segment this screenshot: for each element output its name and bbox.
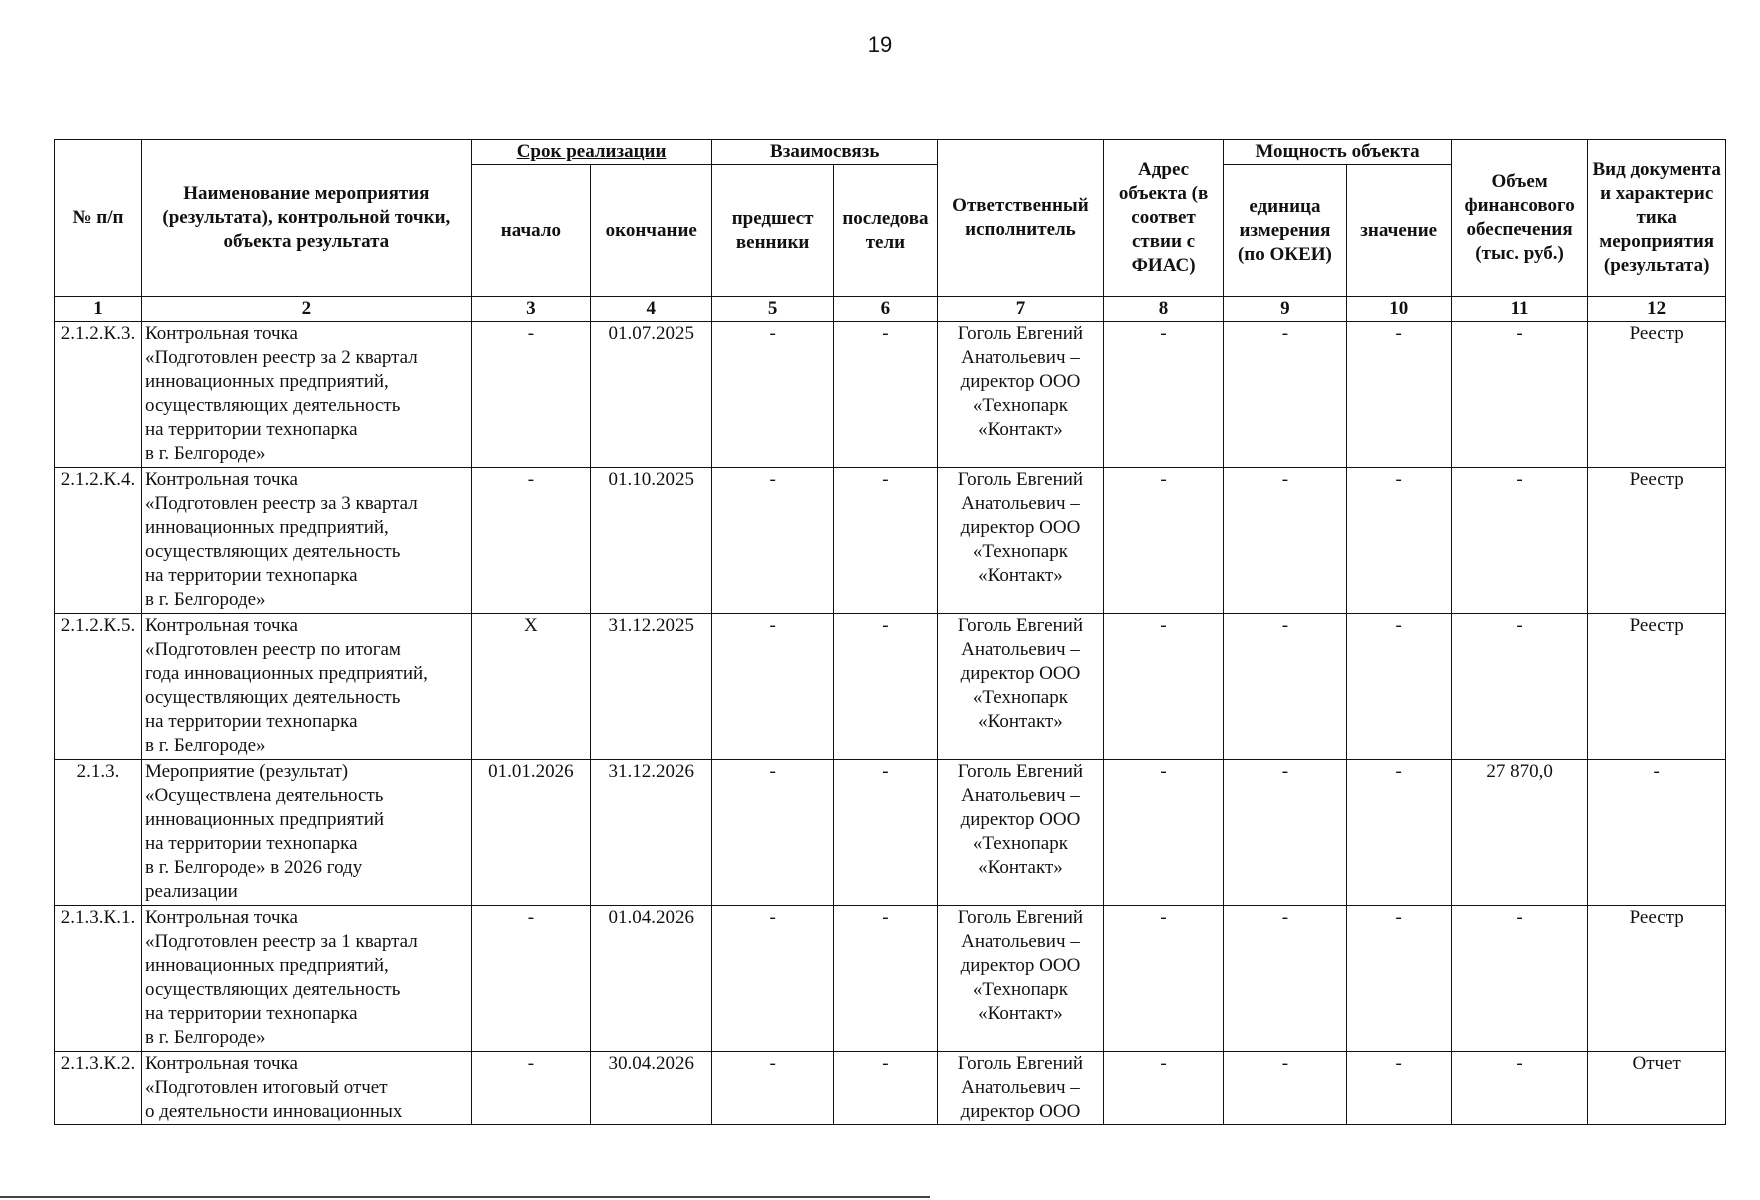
row-value: -	[1346, 760, 1451, 906]
row-num: 2.1.3.К.1.	[55, 906, 142, 1052]
row-address: -	[1103, 1052, 1223, 1125]
header-address: Адрес объекта (в соответ ствии с ФИАС)	[1103, 140, 1223, 297]
column-number: 1	[55, 297, 142, 322]
column-number: 5	[712, 297, 833, 322]
table-row	[55, 1052, 1726, 1125]
row-predecessors: -	[712, 614, 833, 760]
column-number: 10	[1346, 297, 1451, 322]
column-number-row	[55, 297, 1726, 322]
row-start: -	[471, 1052, 590, 1125]
row-address: -	[1103, 614, 1223, 760]
row-document: Реестр	[1588, 614, 1726, 760]
row-successors: -	[833, 468, 937, 614]
header-name: Наименование мероприятия (результата), контрольной точки, объекта результата	[141, 140, 471, 297]
row-finance: -	[1451, 1052, 1588, 1125]
column-number: 3	[471, 297, 590, 322]
row-address: -	[1103, 906, 1223, 1052]
header-link-group: Взаимосвязь	[712, 140, 938, 165]
header-document: Вид документа и характерис тика мероприятия (результата)	[1588, 140, 1726, 297]
row-unit: -	[1224, 614, 1346, 760]
row-successors: -	[833, 1052, 937, 1125]
row-finance: -	[1451, 322, 1588, 468]
header-finance: Объем финансового обеспечения (тыс. руб.)	[1451, 140, 1588, 297]
row-num: 2.1.3.	[55, 760, 142, 906]
table-row	[55, 760, 1726, 906]
row-address: -	[1103, 322, 1223, 468]
row-value: -	[1346, 1052, 1451, 1125]
row-end: 01.10.2025	[591, 468, 712, 614]
row-end: 30.04.2026	[591, 1052, 712, 1125]
row-successors: -	[833, 760, 937, 906]
row-predecessors: -	[712, 760, 833, 906]
table-row	[55, 322, 1726, 468]
row-successors: -	[833, 614, 937, 760]
header-responsible: Ответственный исполнитель	[938, 140, 1104, 297]
row-document: Отчет	[1588, 1052, 1726, 1125]
row-start: -	[471, 468, 590, 614]
row-end: 31.12.2026	[591, 760, 712, 906]
row-predecessors: -	[712, 906, 833, 1052]
row-responsible: Гоголь Евгений Анатольевич – директор ООО «Технопарк «Контакт»	[938, 614, 1104, 760]
row-value: -	[1346, 614, 1451, 760]
column-number: 2	[141, 297, 471, 322]
header-num: № п/п	[55, 140, 142, 297]
header-term-group: Срок реализации	[471, 140, 712, 165]
column-number: 11	[1451, 297, 1588, 322]
row-unit: -	[1224, 760, 1346, 906]
row-document: Реестр	[1588, 906, 1726, 1052]
row-num: 2.1.3.К.2.	[55, 1052, 142, 1125]
row-num: 2.1.2.К.5.	[55, 614, 142, 760]
row-name: Контрольная точка «Подготовлен реестр за 1 квартал инновационных предприятий, осуществляющих деятельность на территории технопарка в г. Белгороде»	[141, 906, 471, 1052]
row-num: 2.1.2.К.3.	[55, 322, 142, 468]
row-name: Контрольная точка «Подготовлен реестр за 2 квартал инновационных предприятий, осуществляющих деятельность на территории технопарка в г. Белгороде»	[141, 322, 471, 468]
bottom-divider-line	[0, 1196, 930, 1198]
row-finance: 27 870,0	[1451, 760, 1588, 906]
row-finance: -	[1451, 468, 1588, 614]
row-address: -	[1103, 468, 1223, 614]
row-predecessors: -	[712, 322, 833, 468]
row-predecessors: -	[712, 468, 833, 614]
row-document: Реестр	[1588, 468, 1726, 614]
table-row	[55, 468, 1726, 614]
row-responsible: Гоголь Евгений Анатольевич – директор ООО «Технопарк «Контакт»	[938, 760, 1104, 906]
header-value: значение	[1346, 165, 1451, 297]
header-successors: последова тели	[833, 165, 937, 297]
row-successors: -	[833, 906, 937, 1052]
row-value: -	[1346, 322, 1451, 468]
row-name: Контрольная точка «Подготовлен реестр за 3 квартал инновационных предприятий, осуществляющих деятельность на территории технопарка в г. Белгороде»	[141, 468, 471, 614]
row-document: -	[1588, 760, 1726, 906]
row-num: 2.1.2.К.4.	[55, 468, 142, 614]
row-predecessors: -	[712, 1052, 833, 1125]
row-unit: -	[1224, 468, 1346, 614]
row-name: Контрольная точка «Подготовлен реестр по итогам года инновационных предприятий, осуществляющих деятельность на территории технопарка в г. Белгороде»	[141, 614, 471, 760]
row-address: -	[1103, 760, 1223, 906]
row-finance: -	[1451, 906, 1588, 1052]
row-responsible: Гоголь Евгений Анатольевич – директор ООО «Технопарк «Контакт»	[938, 468, 1104, 614]
column-number: 12	[1588, 297, 1726, 322]
row-unit: -	[1224, 1052, 1346, 1125]
column-number: 7	[938, 297, 1104, 322]
row-responsible: Гоголь Евгений Анатольевич – директор ООО	[938, 1052, 1104, 1125]
page-number: 19	[867, 32, 893, 57]
row-name: Мероприятие (результат) «Осуществлена деятельность инновационных предприятий на территории технопарка в г. Белгороде» в 2026 году реализации	[141, 760, 471, 906]
row-end: 31.12.2025	[591, 614, 712, 760]
row-value: -	[1346, 906, 1451, 1052]
row-responsible: Гоголь Евгений Анатольевич – директор ООО «Технопарк «Контакт»	[938, 322, 1104, 468]
row-unit: -	[1224, 322, 1346, 468]
row-value: -	[1346, 468, 1451, 614]
header-row-top	[55, 140, 1726, 165]
row-responsible: Гоголь Евгений Анатольевич – директор ООО «Технопарк «Контакт»	[938, 906, 1104, 1052]
header-start: начало	[471, 165, 590, 297]
column-number: 4	[591, 297, 712, 322]
row-end: 01.04.2026	[591, 906, 712, 1052]
row-start: -	[471, 906, 590, 1052]
header-unit: единица измерения (по ОКЕИ)	[1224, 165, 1346, 297]
header-end: окончание	[591, 165, 712, 297]
column-number: 9	[1224, 297, 1346, 322]
row-unit: -	[1224, 906, 1346, 1052]
row-start: X	[471, 614, 590, 760]
header-predecessors: предшест венники	[712, 165, 833, 297]
table-row	[55, 906, 1726, 1052]
row-end: 01.07.2025	[591, 322, 712, 468]
row-name: Контрольная точка «Подготовлен итоговый отчет о деятельности инновационных	[141, 1052, 471, 1125]
implementation-plan-table	[54, 139, 1726, 1125]
column-number: 6	[833, 297, 937, 322]
row-finance: -	[1451, 614, 1588, 760]
row-document: Реестр	[1588, 322, 1726, 468]
row-start: -	[471, 322, 590, 468]
row-successors: -	[833, 322, 937, 468]
column-number: 8	[1103, 297, 1223, 322]
table-row	[55, 614, 1726, 760]
row-start: 01.01.2026	[471, 760, 590, 906]
header-capacity-group: Мощность объекта	[1224, 140, 1452, 165]
